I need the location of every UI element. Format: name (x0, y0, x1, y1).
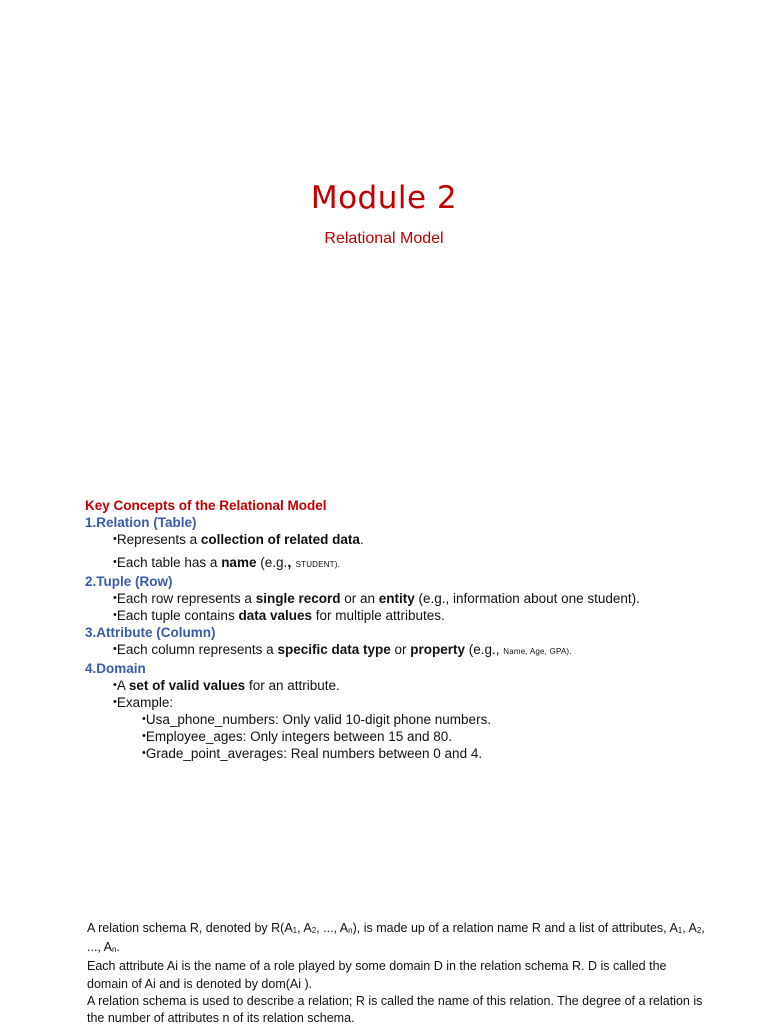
module-subtitle: Relational Model (324, 230, 444, 247)
text: ), is made up of a relation name R and a list of attributes, (352, 921, 667, 935)
bold-text: specific data type (277, 642, 391, 657)
text: (e.g., information about one student). (414, 591, 640, 606)
text: Each column represents a (116, 642, 278, 657)
small-text: Name, Age, GPA). (503, 647, 572, 656)
text: Each table has a (116, 555, 222, 570)
bullet-icon: • (142, 730, 146, 742)
text: , A (682, 921, 697, 935)
text: , ..., A (87, 921, 705, 955)
text: Example: (116, 695, 174, 710)
bold-text: entity (378, 591, 415, 606)
text: A (669, 921, 678, 935)
subscript: 2 (696, 926, 702, 935)
key-concepts-section (85, 497, 725, 762)
text: Represents a (116, 532, 201, 547)
domain-heading (85, 660, 725, 677)
text: Employee_ages: Only integers between 15 and 80. (145, 729, 453, 744)
bold-text: data values (238, 608, 312, 623)
domain-example-1 (85, 711, 725, 728)
text: , ..., A (316, 921, 349, 935)
text: Each row represents a (116, 591, 256, 606)
text: for an attribute. (245, 678, 340, 693)
subscript: 1 (677, 926, 683, 935)
text: or an (340, 591, 379, 606)
tuple-heading (85, 573, 725, 590)
text: for multiple attributes. (312, 608, 445, 623)
bold-text: property (410, 642, 466, 657)
bold-text: collection of related data (200, 532, 360, 547)
text: Grade_point_averages: Real numbers between 0 and 4. (145, 746, 483, 761)
text: (e.g. (256, 555, 288, 570)
bullet-icon: • (113, 679, 117, 691)
bold-text: single record (255, 591, 341, 606)
subscript: 2 (311, 926, 317, 935)
schema-paragraph-3: A relation schema is used to describe a relation; R is called the name of this relation. The degree of a relation is the number of attributes n of its relation schema. (87, 993, 703, 1026)
text: . (116, 940, 120, 955)
subscript: n (348, 926, 353, 935)
small-text: STUDENT). (295, 560, 341, 569)
domain-bullet-2 (85, 694, 725, 711)
tuple-label: 2.Tuple (Row) (85, 574, 173, 589)
tuple-bullet-1 (85, 590, 725, 607)
relation-label: 1.Relation (85, 515, 150, 530)
text: Usa_phone_numbers: Only valid 10-digit phone numbers. (145, 712, 492, 727)
bullet-icon: • (113, 609, 117, 621)
attribute-label: 3.Attribute (Column) (85, 625, 216, 640)
text: , (287, 554, 296, 571)
relation-heading (85, 514, 725, 531)
bullet-icon: • (113, 696, 117, 708)
text: A (116, 678, 129, 693)
domain-example-3 (85, 745, 725, 762)
attribute-heading (85, 624, 725, 641)
subscript: n (112, 945, 117, 955)
text: (e.g., (465, 642, 504, 657)
module-title: Module 2 (310, 180, 458, 216)
text: . (359, 532, 364, 547)
key-concepts-heading: Key Concepts of the Relational Model (85, 498, 327, 513)
bold-text: set of valid values (128, 678, 246, 693)
bullet-icon: • (142, 713, 146, 725)
domain-label: 4.Domain (85, 661, 146, 676)
bullet-icon: • (113, 643, 117, 655)
text: , A (297, 921, 312, 935)
attribute-bullet-1 (85, 641, 725, 660)
domain-bullet-1 (85, 677, 725, 694)
text: or (390, 642, 411, 657)
tuple-bullet-2 (85, 607, 725, 624)
relation-table-label: Table (157, 515, 193, 530)
bullet-icon: • (113, 556, 117, 568)
relation-schema-paragraphs (87, 920, 707, 1027)
relation-close-paren: ) (192, 515, 197, 530)
domain-example-2 (85, 728, 725, 745)
schema-paragraph-1 (87, 920, 707, 958)
bullet-icon: • (113, 533, 117, 545)
subscript: 1 (292, 926, 298, 935)
bullet-icon: • (113, 592, 117, 604)
relation-open-paren: ( (149, 515, 158, 530)
schema-paragraph-2: Each attribute Ai is the name of a role played by some domain D in the relation schema R. D is called the domain of Ai and is denoted by dom(Ai ). (87, 959, 667, 991)
bold-text: name (221, 555, 257, 570)
relation-bullet-2 (85, 554, 725, 573)
text: A relation schema R, denoted by R(A (87, 921, 293, 935)
relation-bullet-1 (85, 531, 725, 548)
text: Each tuple contains (116, 608, 239, 623)
bullet-icon: • (142, 747, 146, 759)
